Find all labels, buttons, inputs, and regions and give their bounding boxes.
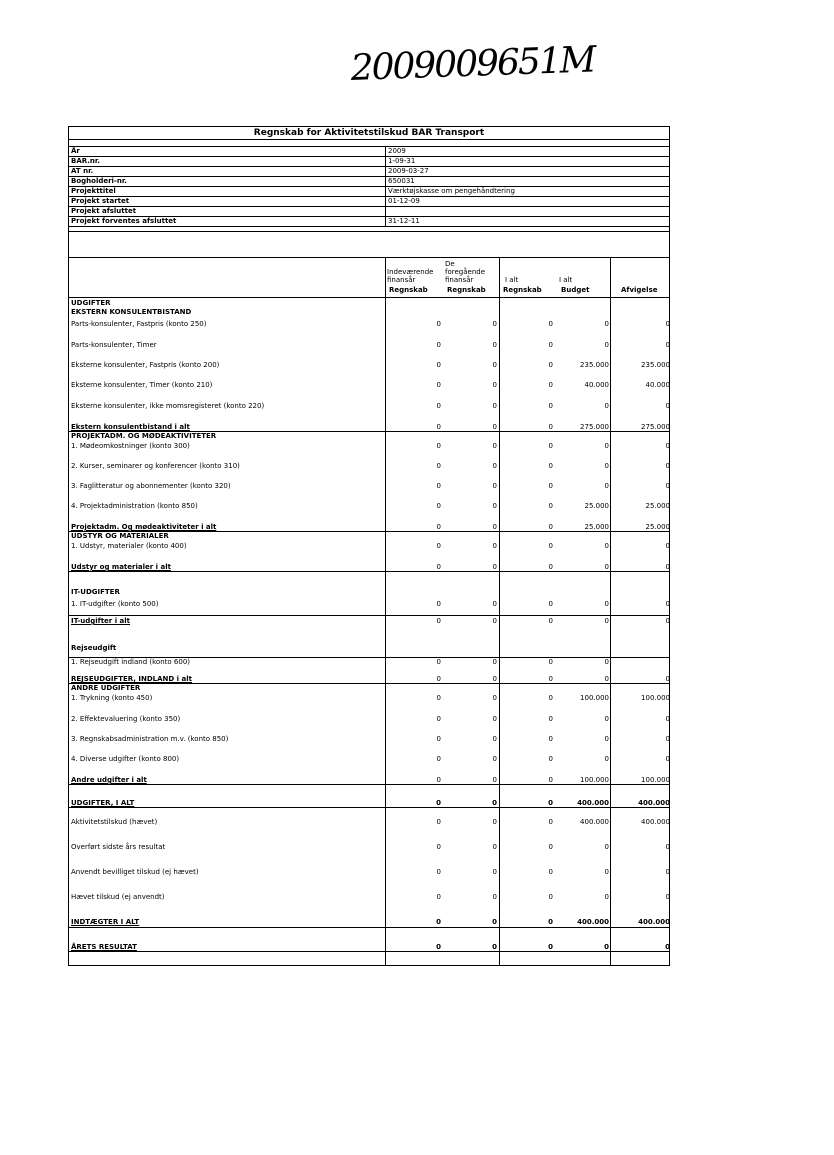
cell-value: 0 [548,675,553,683]
cell-value: 0 [436,843,441,851]
info-row [69,216,669,227]
cell-value: 0 [492,542,497,550]
row-label: 4. Diverse udgifter (konto 800) [71,755,180,763]
cell-value: 0 [492,893,497,901]
cell-value: 0 [436,943,441,951]
cell-value: 0 [604,341,609,349]
row-label: Parts-konsulenter, Timer [71,341,157,349]
row-label: Ekstern konsulentbistand i alt [71,423,190,431]
cell-value: 0 [436,523,441,531]
info-label: Projekttitel [71,187,116,195]
cell-value: 0 [548,658,553,666]
cell-value: 0 [548,462,553,470]
divider [69,231,669,232]
cell-value: 0 [665,320,670,328]
cell-value: 0 [548,799,553,807]
cell-value: 0 [604,563,609,571]
handwritten-id: 2009009651M [350,39,596,89]
cell-value: 0 [548,843,553,851]
project-info [69,146,669,227]
cell-value: 0 [665,563,670,571]
cell-value: 0 [548,381,553,389]
cell-value: 0 [548,502,553,510]
cell-value: 0 [665,943,670,951]
info-value: 01-12-09 [385,197,670,206]
row-label: Projektadm. Og mødeaktiviteter i alt [71,523,217,531]
cell-value: 0 [492,799,497,807]
cell-value: 0 [604,715,609,723]
info-row [69,166,669,176]
row-label: INDTÆGTER I ALT [71,918,140,926]
divider [69,257,669,258]
cell-value: 0 [665,843,670,851]
info-row [69,186,669,196]
cell-value: 400.000 [638,918,670,926]
divider [69,927,669,928]
row-label: IT-udgifter i alt [71,617,130,625]
col1-header-top: Indeværende [387,268,434,276]
cell-value: 0 [436,542,441,550]
row-label: 2. Kurser, seminarer og konferencer (konto 310) [71,462,240,470]
cell-value: 0 [436,694,441,702]
row-label: UDSTYR OG MATERIALER [71,532,169,540]
cell-value: 0 [436,893,441,901]
cell-value: 0 [548,893,553,901]
divider [69,531,669,532]
divider [69,683,669,684]
row-label: IT-UDGIFTER [71,588,120,596]
divider [69,615,669,616]
row-label: 1. Mødeomkostninger (konto 300) [71,442,190,450]
cell-value: 0 [436,502,441,510]
cell-value: 25.000 [645,502,670,510]
row-label: 1. IT-udgifter (konto 500) [71,600,159,608]
row-label: Eksterne konsulenter, ikke momsregisteret (konto 220) [71,402,265,410]
cell-value: 0 [436,423,441,431]
cell-value: 0 [665,462,670,470]
row-label: Parts-konsulenter, Fastpris (konto 250) [71,320,207,328]
cell-value: 275.000 [580,423,609,431]
cell-value: 0 [665,341,670,349]
cell-value: 0 [548,600,553,608]
cell-value: 400.000 [638,799,670,807]
col4-header: Budget [561,286,590,294]
sheet-title: Regnskab for Aktivitetstilskud BAR Transport [69,127,669,140]
row-label: 1. Trykning (konto 450) [71,694,153,702]
cell-value: 0 [492,523,497,531]
cell-value: 0 [436,799,441,807]
cell-value: 0 [492,423,497,431]
cell-value: 0 [492,402,497,410]
cell-value: 0 [436,402,441,410]
cell-value: 0 [665,617,670,625]
col2-header: Regnskab [447,286,486,294]
cell-value: 100.000 [580,694,609,702]
cell-value: 0 [604,617,609,625]
cell-value: 25.000 [584,523,609,531]
col2-header-a: foregående [445,268,486,276]
info-label: BAR.nr. [71,157,101,165]
info-value: 2009-03-27 [385,167,670,176]
info-value: 31-12-11 [385,217,670,226]
cell-value: 0 [604,843,609,851]
cell-value: 0 [665,402,670,410]
cell-value: 0 [604,893,609,901]
cell-value: 0 [436,675,441,683]
cell-value: 0 [492,868,497,876]
cell-value: 0 [436,600,441,608]
cell-value: 0 [492,617,497,625]
cell-value: 0 [492,694,497,702]
cell-value: 0 [604,868,609,876]
cell-value: 0 [548,943,553,951]
divider [69,784,669,785]
cell-value: 0 [548,694,553,702]
row-label: REJSEUDGIFTER, INDLAND i alt [71,675,192,683]
cell-value: 0 [492,715,497,723]
cell-value: 0 [604,320,609,328]
cell-value: 0 [436,818,441,826]
cell-value: 0 [492,442,497,450]
cell-value: 0 [548,776,553,784]
info-row [69,156,669,166]
cell-value: 25.000 [645,523,670,531]
info-label: Bogholderi-nr. [71,177,127,185]
col1-header-mid: finansår [387,276,416,284]
row-label: EKSTERN KONSULENTBISTAND [71,308,192,316]
row-label: ANDRE UDGIFTER [71,684,141,692]
cell-value: 275.000 [641,423,670,431]
cell-value: 0 [436,715,441,723]
divider [69,571,669,572]
cell-value: 0 [665,755,670,763]
col3-header-top: I alt [505,276,519,284]
cell-value: 0 [604,755,609,763]
cell-value: 0 [548,715,553,723]
row-label: UDGIFTER, I ALT [71,799,135,807]
info-value: Værktøjskasse om pengehåndtering [385,187,670,196]
info-value: 650031 [385,177,670,186]
cell-value: 0 [492,482,497,490]
row-label: 2. Effektevaluering (konto 350) [71,715,181,723]
cell-value: 0 [492,818,497,826]
info-value [385,207,670,216]
cell-value: 0 [492,341,497,349]
cell-value: 0 [492,502,497,510]
cell-value: 400.000 [577,918,609,926]
cell-value: 0 [436,442,441,450]
cell-value: 400.000 [577,799,609,807]
row-label: 1. Rejseudgift indland (konto 600) [71,658,190,666]
row-label: 3. Faglitteratur og abonnementer (konto 320) [71,482,231,490]
cell-value: 0 [436,341,441,349]
cell-value: 0 [436,658,441,666]
cell-value: 0 [604,658,609,666]
info-label: Projekt startet [71,197,130,205]
cell-value: 0 [665,442,670,450]
cell-value: 0 [665,675,670,683]
row-label: 1. Udstyr, materialer (konto 400) [71,542,187,550]
cell-value: 0 [492,658,497,666]
cell-value: 0 [665,600,670,608]
cell-value: 0 [436,482,441,490]
cell-value: 0 [548,918,553,926]
cell-value: 0 [665,542,670,550]
col5-header: Afvigelse [621,286,658,294]
cell-value: 0 [604,542,609,550]
info-value: 1-09-31 [385,157,670,166]
cell-value: 0 [548,402,553,410]
cell-value: 0 [548,542,553,550]
cell-value: 0 [436,735,441,743]
divider [69,657,669,658]
account-sheet [68,126,670,966]
cell-value: 40.000 [584,381,609,389]
cell-value: 0 [548,341,553,349]
divider [69,951,669,952]
cell-value: 0 [436,320,441,328]
cell-value: 0 [436,462,441,470]
cell-value: 0 [436,776,441,784]
cell-value: 0 [604,482,609,490]
cell-value: 0 [548,442,553,450]
cell-value: 0 [548,482,553,490]
cell-value: 40.000 [645,381,670,389]
info-row [69,146,669,156]
cell-value: 0 [492,462,497,470]
cell-value: 0 [665,868,670,876]
info-label: AT nr. [71,167,94,175]
info-value: 2009 [385,147,670,156]
cell-value: 0 [548,735,553,743]
cell-value: 0 [436,755,441,763]
col2-header-top: De [445,260,455,268]
cell-value: 0 [604,600,609,608]
row-label: Andre udgifter i alt [71,776,147,784]
cell-value: 0 [604,735,609,743]
row-label: Hævet tilskud (ej anvendt) [71,893,165,901]
row-label: Anvendt bevilliget tilskud (ej hævet) [71,868,199,876]
cell-value: 0 [548,755,553,763]
info-label: Projekt afsluttet [71,207,137,215]
row-label: Udstyr og materialer i alt [71,563,171,571]
cell-value: 235.000 [641,361,670,369]
cell-value: 25.000 [584,502,609,510]
row-label: ÅRETS RESULTAT [71,943,137,951]
col4-header-top: I alt [559,276,573,284]
cell-value: 0 [436,918,441,926]
cell-value: 0 [604,462,609,470]
cell-value: 0 [492,381,497,389]
col2-header-b: finansår [445,276,474,284]
row-label: Rejseudgift [71,644,117,652]
info-row [69,206,669,216]
cell-value: 100.000 [641,694,670,702]
cell-value: 0 [492,600,497,608]
cell-value: 0 [548,563,553,571]
cell-value: 0 [436,617,441,625]
cell-value: 0 [604,675,609,683]
cell-value: 0 [548,423,553,431]
cell-value: 0 [548,617,553,625]
cell-value: 0 [492,361,497,369]
info-label: År [71,147,80,155]
cell-value: 0 [492,843,497,851]
row-label: Aktivitetstilskud (hævet) [71,818,158,826]
col3-header: Regnskab [503,286,542,294]
cell-value: 0 [492,675,497,683]
cell-value: 0 [436,563,441,571]
cell-value: 0 [604,402,609,410]
row-label: Eksterne konsulenter, Timer (konto 210) [71,381,213,389]
cell-value: 0 [665,893,670,901]
col1-header: Regnskab [389,286,428,294]
cell-value: 400.000 [580,818,609,826]
row-label: Overført sidste års resultat [71,843,166,851]
info-row [69,176,669,186]
cell-value: 0 [665,715,670,723]
cell-value: 0 [436,868,441,876]
cell-value: 0 [548,361,553,369]
cell-value: 400.000 [641,818,670,826]
cell-value: 0 [604,943,609,951]
cell-value: 0 [548,320,553,328]
cell-value: 0 [604,442,609,450]
divider [69,807,669,808]
info-row [69,196,669,206]
cell-value: 0 [436,381,441,389]
cell-value: 0 [492,755,497,763]
row-label: UDGIFTER [71,299,111,307]
row-label: PROJEKTADM. OG MØDEAKTIVITETER [71,432,217,440]
cell-value: 0 [548,523,553,531]
cell-value: 0 [665,482,670,490]
cell-value: 0 [665,735,670,743]
cell-value: 0 [548,868,553,876]
cell-value: 235.000 [580,361,609,369]
column-divider [610,257,611,965]
cell-value: 0 [492,735,497,743]
info-label: Projekt forventes afsluttet [71,217,177,225]
row-label: 4. Projektadministration (konto 850) [71,502,198,510]
cell-value: 0 [492,918,497,926]
cell-value: 100.000 [641,776,670,784]
cell-value: 0 [492,563,497,571]
cell-value: 0 [492,776,497,784]
cell-value: 0 [436,361,441,369]
divider [69,297,669,298]
row-label: Eksterne konsulenter, Fastpris (konto 200) [71,361,220,369]
cell-value: 0 [492,320,497,328]
divider [69,431,669,432]
row-label: 3. Regnskabsadministration m.v. (konto 850) [71,735,229,743]
cell-value: 100.000 [580,776,609,784]
cell-value: 0 [548,818,553,826]
cell-value: 0 [492,943,497,951]
